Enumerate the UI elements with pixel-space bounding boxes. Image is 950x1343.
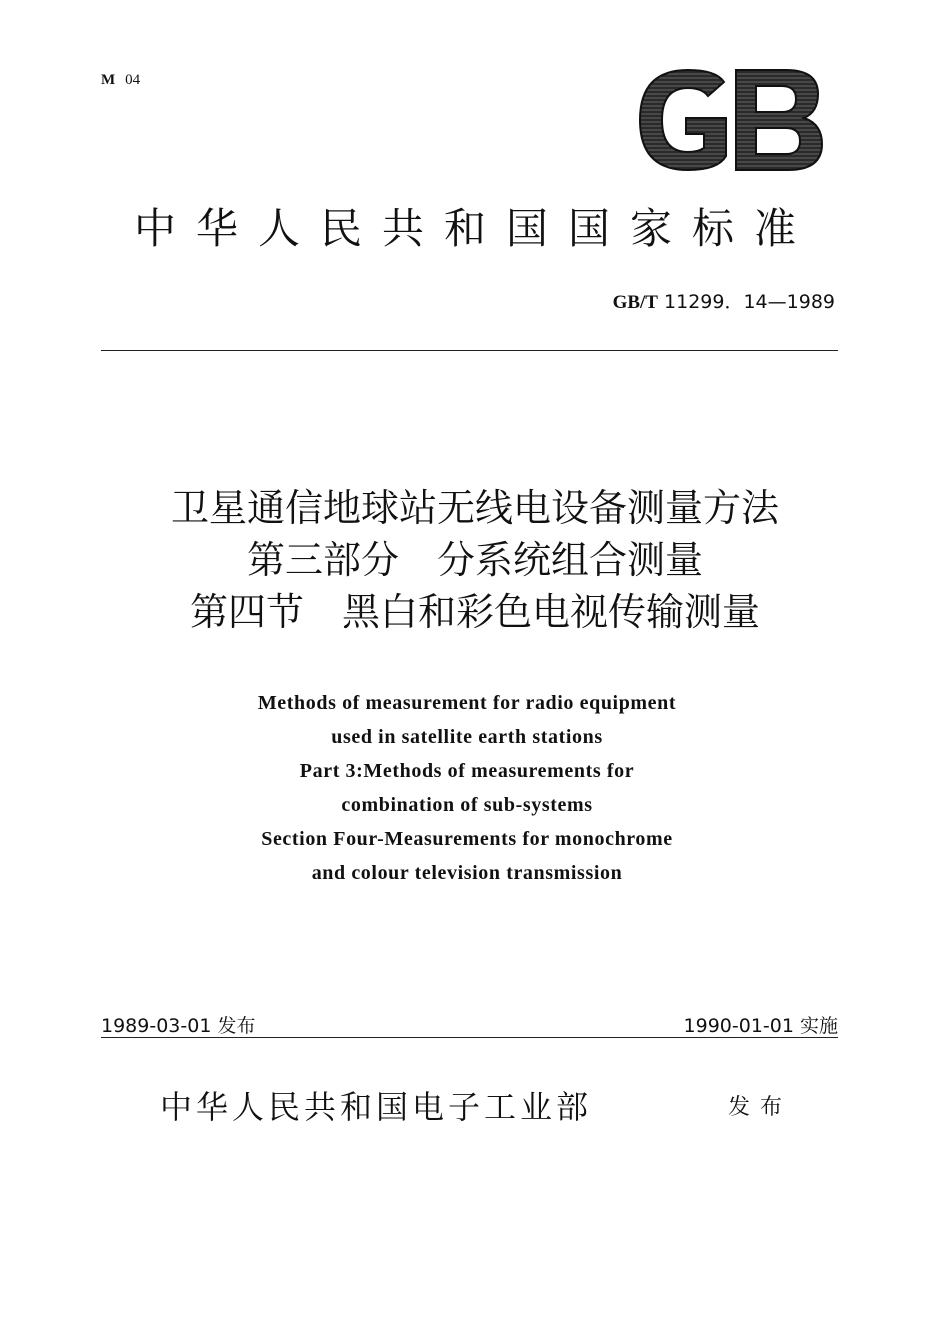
english-title-line-6: and colour television transmission — [311, 862, 623, 884]
classification-code — [101, 72, 140, 89]
english-title — [0, 686, 934, 890]
implementation-date: 1990-01-01 实施 — [683, 1015, 838, 1037]
classification-prefix: M — [101, 72, 116, 88]
standard-code: 11299．14—1989 — [657, 291, 835, 313]
chinese-title-line-3: 第四节 黑白和彩色电视传输测量 — [189, 590, 760, 634]
english-title-line-1: Methods of measurement for radio equipment — [257, 692, 677, 714]
english-title-line-5: Section Four-Measurements for monochrome — [261, 828, 673, 850]
english-title-line-4: combination of sub-systems — [341, 794, 593, 816]
gb-logo — [636, 68, 824, 172]
standard-number — [613, 287, 835, 314]
standard-prefix: GB/T — [612, 292, 658, 313]
english-title-line-2: used in satellite earth stations — [331, 726, 603, 748]
top-divider — [101, 350, 838, 351]
issue-date: 1989-03-01 发布 — [101, 1015, 256, 1037]
english-title-line-3: Part 3:Methods of measurements for — [299, 760, 635, 782]
chinese-title-line-1: 卫星通信地球站无线电设备测量方法 — [170, 486, 779, 530]
classification-number: 04 — [125, 72, 141, 88]
chinese-title-line-2: 第三部分 分系统组合测量 — [246, 538, 703, 582]
chinese-title — [0, 482, 950, 638]
publish-label: 发布 — [728, 1095, 793, 1120]
bottom-divider — [101, 1037, 838, 1038]
publisher-name: 中华人民共和国电子工业部 — [160, 1088, 593, 1126]
national-standard-title: 中华人民共和国国家标准 — [133, 204, 816, 253]
